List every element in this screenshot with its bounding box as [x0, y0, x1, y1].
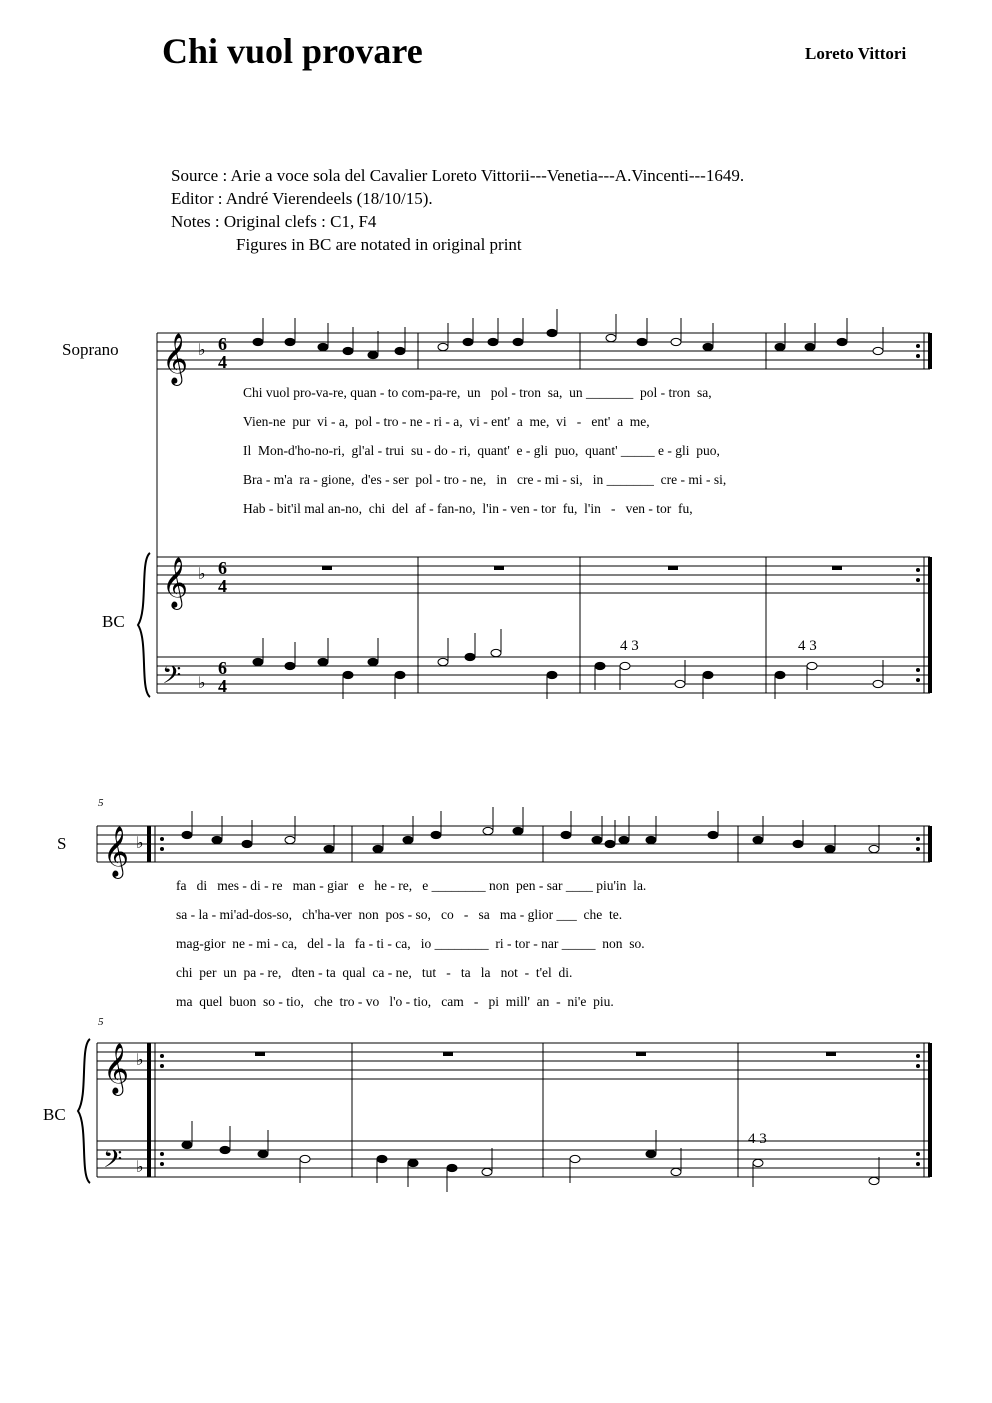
- bc-figure: 4 3: [620, 638, 639, 654]
- svg-text:4: 4: [218, 576, 227, 596]
- flat-icon: ♭: [136, 1050, 144, 1069]
- soprano-label: S: [57, 834, 67, 853]
- notes-line: Notes : Original clefs : C1, F4: [171, 212, 377, 231]
- treble-clef-icon: 𝄞: [103, 1043, 130, 1094]
- flat-icon: ♭: [198, 673, 206, 692]
- svg-text:6: 6: [218, 558, 227, 578]
- bass-clef-icon: 𝄢: [162, 661, 182, 696]
- flat-icon: ♭: [136, 833, 144, 852]
- lyric-verse-1: fa di mes - di - re man - giar e he - re, e ________ non pen - sar ____ piu'in la.: [176, 878, 647, 893]
- treble-clef-icon: 𝄞: [162, 557, 189, 608]
- source-line: Source : Arie a voce sola del Cavalier Loreto Vittorii---Venetia---A.Vincenti---1649.: [171, 166, 745, 185]
- bc-label: BC: [102, 612, 125, 631]
- soprano-staff: [157, 333, 930, 369]
- lyric-verse-4: Bra - m'a ra - gione, d'es - ser pol - tro - ne, in cre - mi - si, in _______ cre - mi - si,: [243, 472, 727, 487]
- bass-clef-icon: 𝄢: [103, 1145, 123, 1180]
- bc-label: BC: [43, 1105, 66, 1124]
- lyric-verse-5: ma quel buon so - tio, che tro - vo l'o - tio, cam - pi mill' an - ni'e piu.: [176, 994, 614, 1009]
- bc-treble-staff: [97, 1043, 930, 1079]
- editor-line: Editor : André Vierendeels (18/10/15).: [171, 189, 433, 208]
- svg-text:4: 4: [218, 352, 227, 372]
- bc-bass-staff: [97, 1141, 930, 1177]
- lyric-verse-5: Hab - bit'il mal an-no, chi del af - fan-no, l'in - ven - tor fu, l'in - ven - tor fu,: [243, 501, 693, 516]
- lyric-verse-3: mag-gior ne - mi - ca, del - la fa - ti - ca, io ________ ri - tor - nar _____ non so.: [176, 936, 645, 951]
- svg-text:4: 4: [218, 676, 227, 696]
- lyric-verse-2: sa - la - mi'ad-dos-so, ch'ha-ver non pos - so, co - sa ma - glior ___ che te.: [176, 907, 623, 922]
- bc-figure: 4 3: [798, 638, 817, 654]
- svg-text:6: 6: [218, 334, 227, 354]
- svg-text:6: 6: [218, 658, 227, 678]
- lyric-verse-1: Chi vuol pro-va-re, quan - to com-pa-re, un pol - tron sa, un _______ pol - tron sa,: [243, 385, 712, 400]
- measure-number: 5: [98, 797, 104, 809]
- composer-name: Loreto Vittori: [805, 44, 907, 63]
- lyric-verse-2: Vien-ne pur vi - a, pol - tro - ne - ri - a, vi - ent' a me, vi - ent' a me,: [243, 414, 650, 429]
- bc-treble-staff: [157, 557, 930, 593]
- page-title: Chi vuol provare: [162, 31, 423, 71]
- soprano-label: Soprano: [62, 340, 119, 359]
- treble-clef-icon: 𝄞: [162, 333, 189, 384]
- measure-number: 5: [98, 1016, 104, 1028]
- bc-figure: 4 3: [748, 1131, 767, 1147]
- notes-extra-line: Figures in BC are notated in original print: [236, 235, 522, 254]
- flat-icon: ♭: [198, 564, 206, 583]
- lyric-verse-4: chi per un pa - re, dten - ta qual ca - ne, tut - ta la not - t'el di.: [176, 965, 573, 980]
- flat-icon: ♭: [198, 340, 206, 359]
- lyric-verse-3: Il Mon-d'ho-no-ri, gl'al - trui su - do - ri, quant' e - gli puo, quant' _____ e - gli puo,: [243, 443, 720, 458]
- flat-icon: ♭: [136, 1157, 144, 1176]
- treble-clef-icon: 𝄞: [103, 826, 130, 877]
